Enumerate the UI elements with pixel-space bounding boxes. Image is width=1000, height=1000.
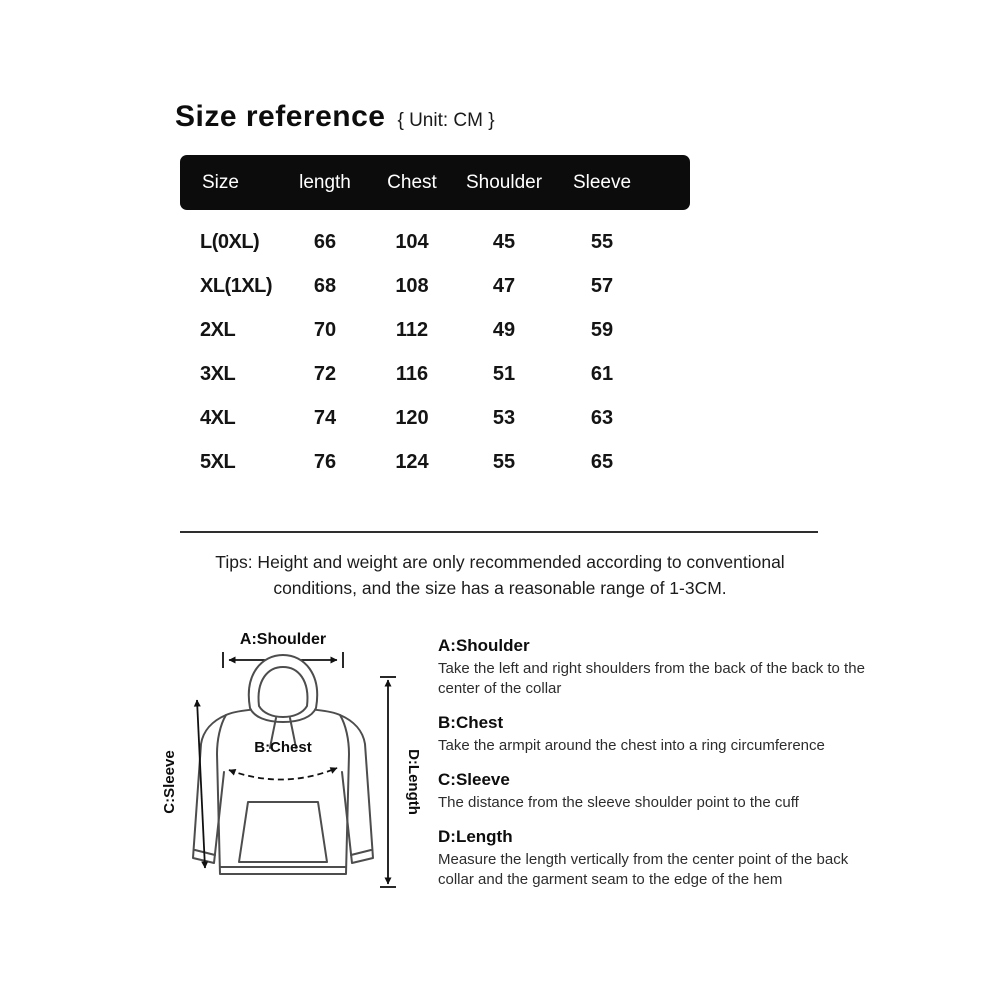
diagram-chest-label: B:Chest: [254, 739, 312, 756]
cell-size: 4XL: [200, 406, 236, 429]
definition-term: A:Shoulder: [438, 636, 530, 655]
diagram-length-label: D:Length: [405, 749, 422, 815]
cell-chest: 108: [395, 274, 429, 297]
page-title-row: [175, 100, 495, 134]
cell-size: 3XL: [200, 362, 236, 385]
cell-length: 66: [313, 230, 337, 253]
tips-text: [0, 549, 1000, 601]
cell-shoulder: 53: [492, 406, 516, 429]
diagram-sleeve-label: C:Sleeve: [161, 750, 178, 814]
cell-chest: 112: [395, 318, 429, 341]
diagram-shoulder-label: A:Shoulder: [239, 631, 327, 648]
cell-chest: 124: [395, 450, 429, 473]
cell-shoulder: 55: [492, 450, 516, 473]
cell-sleeve: 65: [590, 450, 614, 473]
tips-line-2: conditions, and the size has a reasonable range of 1-3CM.: [273, 578, 727, 598]
hoodie-right-cuff: [351, 850, 371, 855]
length-arrow: [380, 677, 396, 887]
table-row: [180, 440, 690, 484]
cell-chest: 116: [395, 362, 429, 385]
definition-term: D:Length: [438, 827, 513, 846]
definition-term: C:Sleeve: [438, 770, 510, 789]
cell-chest: 104: [395, 230, 429, 253]
cell-length: 70: [313, 318, 337, 341]
hoodie-pocket: [239, 802, 327, 862]
cell-shoulder: 51: [492, 362, 516, 385]
cell-shoulder: 47: [492, 274, 516, 297]
cell-size: XL(1XL): [200, 274, 273, 297]
page-title: Size reference: [175, 100, 386, 133]
hoodie-right-sleeve: [340, 715, 373, 863]
table-row: [180, 396, 690, 440]
definition-desc: The distance from the sleeve shoulder point to the cuff: [438, 794, 799, 811]
cell-sleeve: 57: [590, 274, 614, 297]
table-row: [180, 220, 690, 264]
cell-shoulder: 45: [492, 230, 516, 253]
cell-size: 2XL: [200, 318, 236, 341]
cell-shoulder: 49: [492, 318, 516, 341]
cell-size: 5XL: [200, 450, 236, 473]
cell-length: 76: [313, 450, 337, 473]
size-table-body: [180, 220, 690, 484]
size-table-header: [180, 155, 690, 210]
cell-size: L(0XL): [200, 230, 260, 253]
col-header-sleeve: Sleeve: [572, 171, 632, 193]
chest-arrow: [229, 768, 337, 780]
cell-sleeve: 55: [590, 230, 614, 253]
cell-chest: 120: [395, 406, 429, 429]
definition-sleeve: [438, 770, 870, 813]
col-header-length: length: [299, 171, 351, 193]
cell-sleeve: 61: [590, 362, 614, 385]
divider-line: [180, 531, 818, 533]
definition-term: B:Chest: [438, 713, 504, 732]
table-row: [180, 264, 690, 308]
definition-desc: Measure the length vertically from the center point of the back collar and the garment seam to the edge of the hem: [438, 851, 849, 888]
cell-length: 72: [313, 362, 337, 385]
definition-shoulder: [438, 636, 870, 699]
cell-length: 74: [313, 406, 337, 429]
hoodie-body: [217, 708, 349, 874]
tips-line-1: Tips: Height and weight are only recommended according to conventional: [215, 552, 785, 572]
definition-length: [438, 827, 870, 890]
hoodie-measurement-diagram: [150, 622, 430, 912]
unit-note: { Unit: CM }: [397, 110, 495, 131]
table-row: [180, 352, 690, 396]
cell-sleeve: 63: [590, 406, 614, 429]
definition-desc: Take the left and right shoulders from the back of the back to the center of the collar: [438, 660, 865, 697]
col-header-chest: Chest: [387, 171, 437, 193]
measurement-definitions: [438, 636, 870, 904]
cell-sleeve: 59: [590, 318, 614, 341]
definition-desc: Take the armpit around the chest into a ring circumference: [438, 737, 825, 754]
table-row: [180, 308, 690, 352]
col-header-size: Size: [202, 171, 239, 193]
definition-chest: [438, 713, 870, 756]
cell-length: 68: [313, 274, 337, 297]
hoodie-outline: [193, 655, 373, 874]
col-header-shoulder: Shoulder: [465, 171, 543, 193]
